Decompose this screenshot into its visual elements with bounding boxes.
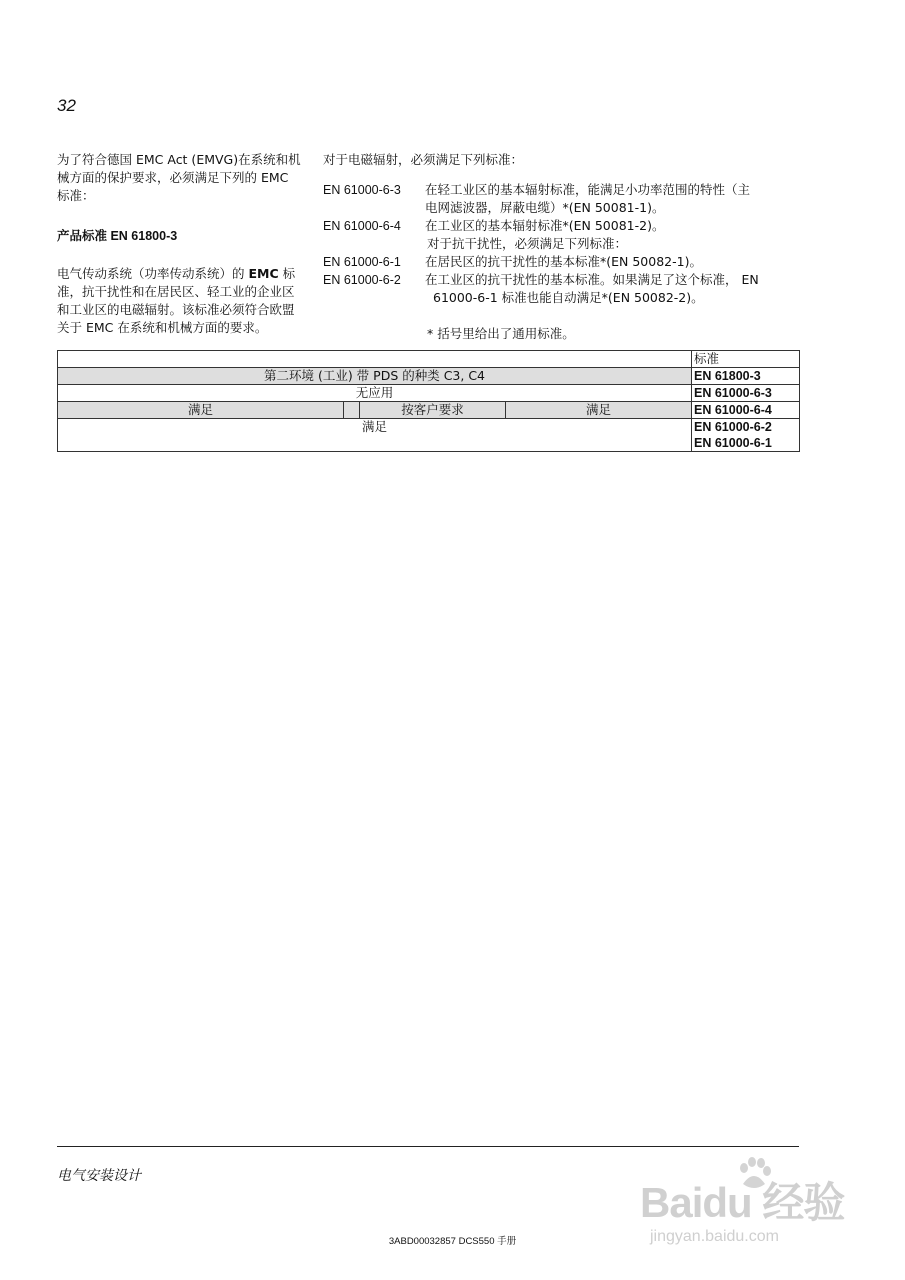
footer-document-reference: 3ABD00032857 DCS550 手册 [388, 1236, 517, 1247]
standard-entry [323, 217, 793, 235]
table-cell: 满足 [506, 402, 692, 419]
standard-cell [692, 419, 800, 452]
standard-code: EN 61000-6-4 [323, 219, 401, 233]
table-cell [344, 402, 360, 419]
body-prefix: 电气传动系统（功率传动系统）的 [57, 266, 249, 281]
table-row [58, 385, 800, 402]
immunity-intro: 对于抗干扰性，必须满足下列标准： [427, 236, 628, 251]
left-column [57, 151, 319, 337]
emc-bold: EMC [248, 266, 279, 281]
body-line: 准，抗干扰性和在居民区、轻工业的企业区 [57, 284, 295, 299]
body-line: 和工业区的电磁辐射。该标准必须符合欧盟 [57, 302, 295, 317]
table-row [58, 402, 800, 419]
body-line [57, 265, 319, 283]
standard-description [425, 217, 793, 235]
description-line: 61000-6-1 标准也能自动满足*(EN 50082-2)。 [433, 290, 704, 305]
footnote: * 括号里给出了通用标准。 [427, 326, 575, 341]
standard-entry [323, 271, 793, 307]
standard-code-line: EN 61000-6-1 [694, 436, 772, 450]
table-cell [58, 351, 692, 368]
standard-code: EN 61000-6-3 [323, 183, 401, 197]
standard-entry [323, 181, 793, 217]
standard-header: 标准 [692, 351, 800, 368]
intro-line: 械方面的保护要求，必须满足下列的 EMC [57, 170, 289, 185]
description-line: 在工业区的基本辐射标准*(EN 50081-2)。 [425, 218, 665, 233]
standard-code: EN 61000-6-2 [323, 273, 401, 287]
table-row [58, 419, 800, 452]
right-column [323, 151, 793, 343]
description-line: 在轻工业区的基本辐射标准，能满足小功率范围的特性（主 [425, 182, 751, 197]
intro-line: 为了符合德国 EMC Act (EMVG)在系统和机 [57, 152, 301, 167]
standard-description [425, 271, 793, 307]
standard-entry [323, 253, 793, 271]
table-cell: 满足 [58, 419, 692, 452]
description-line: 在居民区的抗干扰性的基本标准*(EN 50082-1)。 [425, 254, 702, 269]
body-suffix: 标 [278, 266, 296, 281]
footer-section-title: 电气安装设计 [57, 1168, 141, 1184]
watermark-url: jingyan.baidu.com [650, 1228, 779, 1245]
product-standard-heading: 产品标准 EN 61800-3 [57, 229, 178, 243]
table-cell: 按客户要求 [360, 402, 506, 419]
table-header-row [58, 351, 800, 368]
body-line: 关于 EMC 在系统和机械方面的要求。 [57, 320, 268, 335]
standard-cell: EN 61000-6-3 [692, 385, 800, 402]
page-number: 32 [57, 96, 76, 115]
table-row [58, 368, 800, 385]
table-cell: 无应用 [58, 385, 692, 402]
standard-description [425, 181, 793, 217]
standard-cell: EN 61800-3 [692, 368, 800, 385]
standard-code: EN 61000-6-1 [323, 255, 401, 269]
table-cell: 满足 [58, 402, 344, 419]
watermark-logo: Baidu 经验 [640, 1179, 845, 1226]
environment-standards-table [57, 350, 800, 452]
emission-intro: 对于电磁辐射，必须满足下列标准： [323, 152, 524, 167]
table-cell: 第二环境 (工业) 带 PDS 的种类 C3, C4 [58, 368, 692, 385]
description-line: 电网滤波器，屏蔽电缆）*(EN 50081-1)。 [425, 200, 665, 215]
description-line: 在工业区的抗干扰性的基本标准。如果满足了这个标准， EN [425, 272, 759, 287]
standard-cell: EN 61000-6-4 [692, 402, 800, 419]
standard-code-line: EN 61000-6-2 [694, 420, 772, 434]
footer-divider [57, 1146, 799, 1147]
standard-description [425, 253, 793, 271]
intro-line: 标准： [57, 188, 95, 203]
